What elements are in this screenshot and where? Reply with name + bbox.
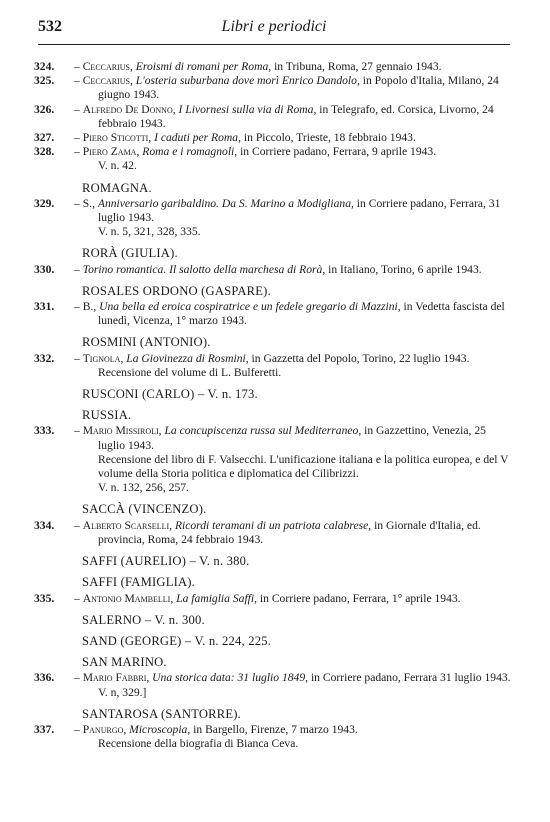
author-separator: , <box>146 671 153 685</box>
entry-dash: – <box>74 351 83 365</box>
entry-author: Panurgo <box>82 722 124 736</box>
entry-author: Mario Missiroli <box>82 424 159 438</box>
entry-source: , in Bargello, Firenze, 7 marzo 1943. <box>187 722 358 736</box>
entry-author: Ceccarius <box>82 74 130 88</box>
section-heading: SANTAROSA (SANTORRE). <box>82 706 242 721</box>
bibliography-entry <box>34 671 512 685</box>
entry-title: La famiglia Saffi <box>176 591 255 605</box>
entry-number: 326. <box>34 102 55 116</box>
bibliography-entry <box>34 424 512 452</box>
entry-source: , in Gazzetta del Popolo, Torino, 22 luglio 1943. <box>245 351 470 365</box>
entry-author: Alfredo De Donno <box>82 102 173 116</box>
bibliography-entry <box>34 592 512 606</box>
section-heading: SAFFI (FAMIGLIA). <box>82 575 196 590</box>
section-heading: SACCÀ (VINCENZO). <box>82 502 207 517</box>
annotation: Recensione della biografia di Bianca Ceva. <box>98 737 299 751</box>
bibliography-entry <box>34 60 512 74</box>
entry-source: , in Popolo d'Italia, Milano, 24 giugno 1943. <box>98 74 499 102</box>
entry-title: Torino romantica. Il salotto della marchesa di Rorà <box>82 262 323 276</box>
entry-number: 337. <box>34 722 55 736</box>
bibliography-entry <box>34 519 512 547</box>
section-heading: ROSMINI (ANTONIO). <box>82 335 211 350</box>
entry-dash: – <box>74 60 83 73</box>
entry-dash: – <box>74 424 83 438</box>
cross-reference: V. n. 132, 256, 257. <box>98 481 189 495</box>
entry-title: I Livornesi sulla via di Roma <box>178 102 314 116</box>
author-separator: , <box>130 74 136 88</box>
entry-number: 331. <box>34 300 55 314</box>
entry-dash: – <box>74 518 83 532</box>
entry-title: Ricordi teramani di un patriota calabrese <box>174 518 369 532</box>
entry-title: Roma e i romagnoli <box>142 145 235 159</box>
entry-number: 334. <box>34 518 55 532</box>
entry-source: , in Gazzettino, Venezia, 25 luglio 1943. <box>98 424 486 452</box>
entry-author: Tignola <box>82 351 121 365</box>
entry-number: 335. <box>34 591 55 605</box>
cross-reference: V. n, 329.] <box>98 685 147 699</box>
author-separator: , <box>136 145 143 159</box>
section-heading: SALERNO – V. n. 300. <box>82 612 205 627</box>
author-separator: , <box>123 722 130 736</box>
cross-reference: V. n. 5, 321, 328, 335. <box>98 225 201 239</box>
author-separator: , <box>169 518 175 532</box>
author-separator: , <box>172 102 179 116</box>
running-header <box>38 18 510 40</box>
entry-dash: – <box>74 300 83 314</box>
entry-source: , in Telegrafo, ed. Corsica, Livorno, 24 febbraio 1943. <box>98 102 494 130</box>
entry-source: , in Corriere padano, Ferrara, 9 aprile 1943. <box>234 145 437 159</box>
section-heading: ROSALES ORDONO (GASPARE). <box>82 283 271 298</box>
cross-reference: V. n. 42. <box>98 159 137 173</box>
author-separator: , <box>148 131 155 145</box>
bibliography-entry <box>34 300 512 328</box>
entry-dash: – <box>74 671 83 685</box>
bibliography-entry <box>34 74 512 102</box>
entry-dash: – <box>74 196 83 210</box>
author-separator: , <box>170 591 177 605</box>
bibliography-entry <box>34 197 512 225</box>
entry-number: 324. <box>34 60 55 73</box>
entry-author: Piero Sticotti <box>82 131 149 145</box>
entry-dash: – <box>74 131 83 145</box>
page-number: 532 <box>38 18 62 35</box>
header-rule <box>38 44 510 45</box>
entry-source: , in Italiano, Torino, 6 aprile 1943. <box>322 262 482 276</box>
bibliography-entry <box>34 263 512 277</box>
author-separator: , <box>92 196 98 210</box>
entry-title: Una bella ed eroica cospiratrice e un fedele gregario di Mazzini <box>99 300 398 314</box>
entry-author: B. <box>82 300 94 314</box>
section-heading: RUSSIA. <box>82 408 132 423</box>
section-heading: RUSCONI (CARLO) – V. n. 173. <box>82 387 258 402</box>
entry-title: Anniversario garibaldino. Da S. Marino a Modigliana <box>97 196 351 210</box>
entry-source: , in Giornale d'Italia, ed. provincia, Roma, 24 febbraio 1943. <box>98 518 481 546</box>
bibliography-entry <box>34 145 512 159</box>
entry-source: , in Corriere padano, Ferrara, 1° aprile 1943. <box>254 591 461 605</box>
entry-author: Mario Fabbri <box>82 671 147 685</box>
section-heading: RORÀ (GIULIA). <box>82 246 178 261</box>
entry-number: 328. <box>34 145 55 159</box>
entry-author: Antonio Mambelli <box>82 591 171 605</box>
running-title: Libri e periodici <box>221 18 327 35</box>
entry-number: 332. <box>34 351 55 365</box>
author-separator: , <box>93 300 100 314</box>
entry-number: 333. <box>34 424 55 438</box>
entry-title: Eroismi di romani per Roma <box>135 60 269 73</box>
entry-dash: – <box>74 262 83 276</box>
bibliography-entry <box>34 723 512 737</box>
entry-number: 329. <box>34 196 55 210</box>
section-heading: ROMAGNA. <box>82 180 152 195</box>
author-separator: , <box>130 60 136 73</box>
annotation: Recensione del libro di F. Valsecchi. L'unificazione italiana e la politica europea, e del V volume della Storia politica e diplomatica del Cilibrizzi. <box>98 452 509 481</box>
entry-source: , in Vedetta fascista del lunedì, Vicenza, 1° marzo 1943. <box>98 300 505 328</box>
author-separator: , <box>158 424 165 438</box>
author-separator: , <box>120 351 127 365</box>
entry-title: La concupiscenza russa sul Mediterraneo <box>164 424 359 438</box>
bibliography-entry <box>34 103 512 131</box>
entry-author: S. <box>82 196 93 210</box>
entry-dash: – <box>74 145 83 159</box>
section-heading: SAND (GEORGE) – V. n. 224, 225. <box>82 633 272 648</box>
entry-source: , in Corriere padano, Ferrara 31 luglio 1943. <box>305 671 511 685</box>
entry-source: , in Corriere padano, Ferrara, 31 luglio 1943. <box>98 196 501 225</box>
entry-title: I caduti per Roma <box>154 131 239 145</box>
entry-title: Una storica data: 31 luglio 1849 <box>152 671 306 685</box>
section-heading: SAFFI (AURELIO) – V. n. 380. <box>82 554 250 569</box>
entry-source: , in Piccolo, Trieste, 18 febbraio 1943. <box>238 131 416 145</box>
section-heading: SAN MARINO. <box>82 655 167 670</box>
entry-title: L'osteria suburbana dove morì Enrico Dandolo <box>135 74 357 88</box>
entry-dash: – <box>74 722 83 736</box>
entry-title: La Giovinezza di Rosmini <box>126 351 246 365</box>
entry-author: Ceccarius <box>82 60 130 73</box>
entry-number: 336. <box>34 671 55 685</box>
entry-author: Piero Zama <box>82 145 137 159</box>
entry-dash: – <box>74 74 83 88</box>
bibliography-entry <box>34 131 512 145</box>
entry-source: , in Tribuna, Roma, 27 gennaio 1943. <box>268 60 442 73</box>
entry-number: 325. <box>34 74 55 88</box>
bibliography-entry <box>34 352 512 366</box>
entry-title: Microscopia <box>129 722 188 736</box>
bibliography-list <box>34 60 512 751</box>
entry-author: Alberto Scarselli <box>82 518 170 532</box>
entry-dash: – <box>74 591 83 605</box>
entry-number: 327. <box>34 131 55 145</box>
entry-dash: – <box>74 102 83 116</box>
annotation: Recensione del volume di L. Bulferetti. <box>98 365 282 379</box>
entry-number: 330. <box>34 262 55 276</box>
